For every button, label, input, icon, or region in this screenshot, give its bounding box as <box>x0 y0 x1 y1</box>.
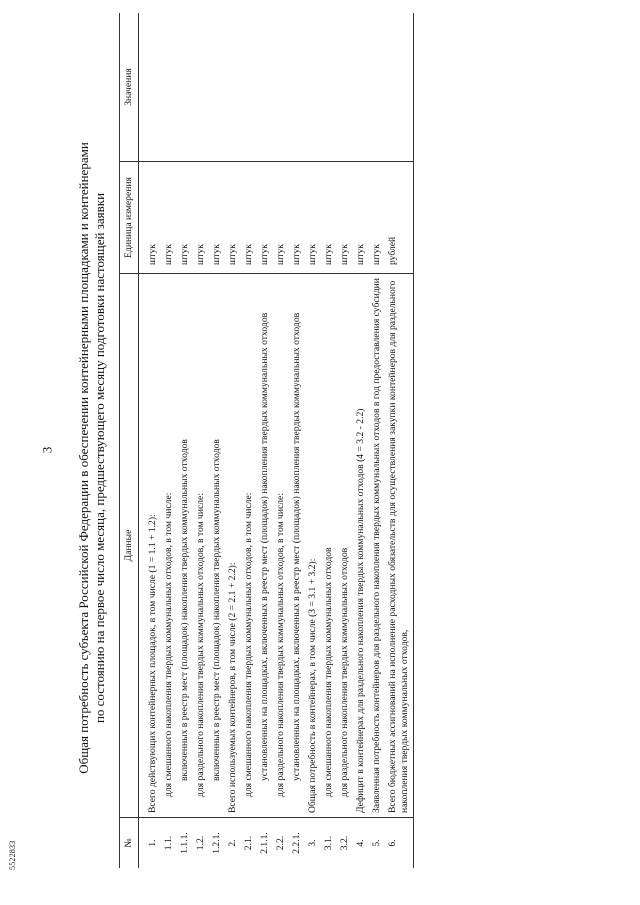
row-data: установленных на площадках, включенных в реестр мест (площадок) накопления твердых коммунальных отходов <box>257 274 273 818</box>
row-data: для смешанного накопления твердых коммунальных отходов <box>321 274 337 818</box>
row-unit: штук <box>273 162 289 274</box>
table-row <box>385 13 414 868</box>
row-value <box>289 13 305 162</box>
title-line-1: Общая потребность субъекта Российской Федерации в обеспечении контейнерными площадками и контейнерами <box>76 142 91 774</box>
row-unit: штук <box>145 162 161 274</box>
rotated-content <box>72 48 627 868</box>
table-row <box>241 13 257 868</box>
row-data: включенных в реестр мест (площадок) накопления твердых коммунальных отходов <box>209 274 225 818</box>
row-data: Дефицит в контейнерах для раздельного накопления твердых коммунальных отходов (4 = 3.2 - 2.2) <box>353 274 369 818</box>
row-unit: штук <box>289 162 305 274</box>
row-unit: штук <box>337 162 353 274</box>
row-value <box>369 13 385 162</box>
row-data: Всего используемых контейнеров, в том числе (2 = 2.1 + 2.2): <box>225 274 241 818</box>
row-number: 2.1.1. <box>259 832 270 854</box>
row-data: для смешанного накопления твердых коммунальных отходов, в том числе: <box>241 274 257 818</box>
row-number: 3.2. <box>339 835 350 851</box>
table-row <box>161 13 177 868</box>
row-value <box>145 13 161 162</box>
document-code: 5522833 <box>8 840 17 870</box>
row-unit: штук <box>241 162 257 274</box>
row-number: 3.1. <box>323 835 334 851</box>
row-value <box>241 13 257 162</box>
table-row <box>305 13 321 868</box>
row-value <box>385 13 414 162</box>
row-unit: штук <box>161 162 177 274</box>
page-number: 3 <box>39 446 55 454</box>
row-unit: штук <box>353 162 369 274</box>
header-number: № <box>120 818 139 869</box>
row-number: 2.2. <box>275 835 286 851</box>
row-value <box>161 13 177 162</box>
row-unit: штук <box>209 162 225 274</box>
row-value <box>193 13 209 162</box>
table-row <box>337 13 353 868</box>
row-value <box>337 13 353 162</box>
row-value <box>273 13 289 162</box>
header-unit: Единица измерения <box>120 162 139 274</box>
table-header-row <box>120 13 139 868</box>
requirements-table <box>119 13 414 868</box>
table-row <box>177 13 193 868</box>
row-number: 5. <box>371 839 382 847</box>
row-data: для раздельного накопления твердых коммунальных отходов, в том числе: <box>273 274 289 818</box>
table-row <box>225 13 241 868</box>
row-number: 6. <box>385 818 414 869</box>
table-row <box>257 13 273 868</box>
row-number: 2.2.1. <box>291 832 302 854</box>
row-unit: штук <box>321 162 337 274</box>
row-number: 1.1. <box>163 835 174 851</box>
row-value <box>321 13 337 162</box>
row-number: 1.2. <box>195 835 206 851</box>
title-line-2: по состоянию на первое число месяца, предшествующего месяцу подготовки настоящей заявки <box>91 192 107 724</box>
row-data: для раздельного накопления твердых коммунальных отходов, в том числе: <box>193 274 209 818</box>
row-data: для раздельного накопления твердых коммунальных отходов <box>337 274 353 818</box>
row-number: 4. <box>355 839 366 847</box>
row-number: 2. <box>227 839 238 847</box>
row-data: Всего действующих контейнерных площадок, в том числе (1 = 1.1 + 1.2): <box>145 274 161 818</box>
row-number: 2.1. <box>243 835 254 851</box>
row-unit: штук <box>225 162 241 274</box>
table-row <box>289 13 305 868</box>
row-unit: штук <box>305 162 321 274</box>
row-value <box>353 13 369 162</box>
row-value <box>177 13 193 162</box>
table-title <box>76 58 107 858</box>
table-row <box>209 13 225 868</box>
row-number: 1.1.1. <box>179 832 190 854</box>
row-value <box>305 13 321 162</box>
row-unit: штук <box>369 162 385 274</box>
table-row <box>193 13 209 868</box>
table-row <box>273 13 289 868</box>
row-data: включенных в реестр мест (площадок) накопления твердых коммунальных отходов <box>177 274 193 818</box>
row-data: Общая потребность в контейнерах, в том числе (3 = 3.1 + 3.2): <box>305 274 321 818</box>
row-data: для смешанного накопления твердых коммунальных отходов, в том числе: <box>161 274 177 818</box>
table-row <box>369 13 385 868</box>
row-number: 1. <box>147 839 158 847</box>
row-unit: штук <box>193 162 209 274</box>
row-value <box>257 13 273 162</box>
row-value <box>225 13 241 162</box>
header-data: Данные <box>120 274 139 818</box>
row-data: Всего бюджетных ассигнований на исполнение расходных обязательств для осуществления закупки контейнеров для раздельного накопления твердых коммунальных отходов, <box>385 274 414 818</box>
row-unit: штук <box>177 162 193 274</box>
row-number: 3. <box>307 839 318 847</box>
table-row <box>321 13 337 868</box>
row-data: Заявленная потребность контейнеров для раздельного накопления твердых коммунальных отходов в год предоставления субсидии <box>369 274 385 818</box>
row-number: 1.2.1. <box>211 832 222 854</box>
table-row <box>353 13 369 868</box>
row-unit: штук <box>257 162 273 274</box>
header-value: Значения <box>120 13 139 162</box>
row-data: установленных на площадках, включенных в реестр мест (площадок) накопления твердых коммунальных отходов <box>289 274 305 818</box>
row-value <box>209 13 225 162</box>
row-unit: рублей <box>385 162 414 274</box>
table-row <box>145 13 161 868</box>
